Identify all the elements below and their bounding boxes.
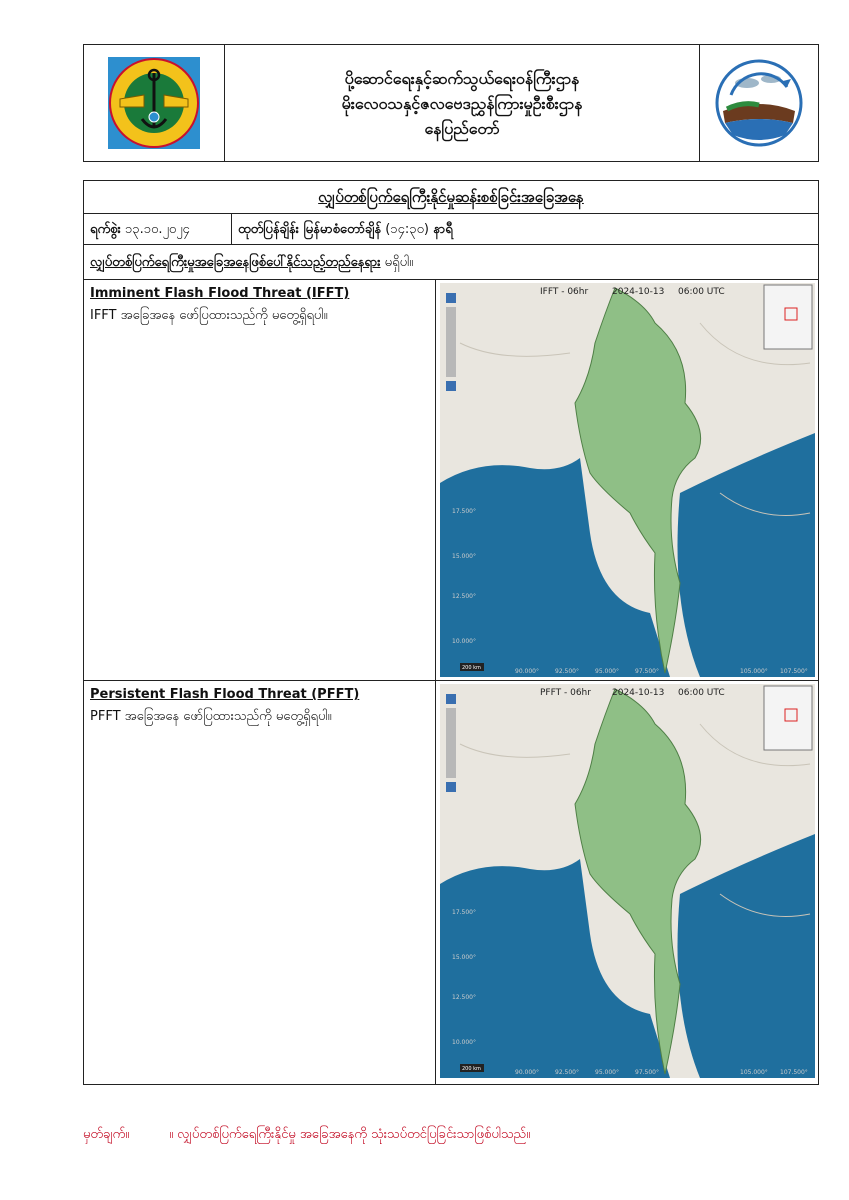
date-value: ၁၃.၁၀.၂၀၂၄ xyxy=(124,222,190,237)
flash-flood-table xyxy=(83,180,819,1085)
lat-tick: 17.500° xyxy=(452,909,476,916)
lat-tick: 15.000° xyxy=(452,553,476,560)
department-name: မိုးလေဝသနှင့်ဇလဗေဒညွှန်ကြားမှုဦးစီးဌာန xyxy=(341,93,583,113)
department-logo xyxy=(699,45,818,161)
lon-tick: 90.000° xyxy=(515,668,539,675)
location-row xyxy=(84,245,818,280)
lat-tick: 17.500° xyxy=(452,508,476,515)
note-text: ။ လျှပ်တစ်ပြက်ရေကြီးနိုင်မှု အခြေအနေကို သုံးသပ်တင်ပြခြင်းသာဖြစ်ပါသည်။ xyxy=(169,1127,531,1142)
time-value: (၁၄:၃၀) xyxy=(385,222,429,237)
location-label: လျှပ်တစ်ပြက်ရေကြီးမှုအခြေအနေဖြစ်ပေါ်နိုင်သည့်တည်နေရား xyxy=(90,255,381,270)
time-suffix: နာရီ xyxy=(433,222,453,237)
pfft-map-date: 2024-10-13 xyxy=(612,688,665,698)
letterhead xyxy=(83,44,819,162)
ministry-logo xyxy=(84,45,225,161)
date-cell xyxy=(84,214,232,244)
pfft-map xyxy=(440,684,815,1078)
lon-tick: 90.000° xyxy=(515,1069,539,1076)
lon-tick: 92.500° xyxy=(555,1069,579,1076)
ifft-map-time: 06:00 UTC xyxy=(678,287,725,297)
ministry-name: ပို့ဆောင်ရေးနှင့်ဆက်သွယ်ရေးဝန်ကြီးဌာန xyxy=(344,68,580,88)
pfft-scale-bar: 200 km xyxy=(462,1066,481,1072)
pfft-map-time: 06:00 UTC xyxy=(678,688,725,698)
letterhead-text xyxy=(225,45,699,161)
lon-tick: 105.000° xyxy=(740,1069,768,1076)
ministry-emblem-icon xyxy=(106,55,202,151)
ifft-description: IFFT အခြေအနေ ဖော်ပြထားသည်ကို မတွေ့ရှိရပါ။ xyxy=(90,308,328,323)
report-title: လျှပ်တစ်ပြက်ရေကြီးနိုင်မှုဆန်းစစ်ခြင်းအခြေအနေ xyxy=(84,181,818,214)
lat-tick: 10.000° xyxy=(452,638,476,645)
lat-tick: 10.000° xyxy=(452,1039,476,1046)
lon-tick: 105.000° xyxy=(740,668,768,675)
time-label: ထုတ်ပြန်ချိန်း မြန်မာစံတော်ချိန် xyxy=(238,222,382,237)
pfft-section xyxy=(84,681,818,1084)
lon-tick: 107.500° xyxy=(780,1069,808,1076)
ifft-text-cell xyxy=(84,280,436,680)
lon-tick: 97.500° xyxy=(635,1069,659,1076)
lon-tick: 92.500° xyxy=(555,668,579,675)
ifft-scale-bar: 200 km xyxy=(462,665,481,671)
hydrology-emblem-icon xyxy=(713,57,805,149)
note-label: မှတ်ချက်။ xyxy=(83,1127,130,1142)
date-time-row xyxy=(84,214,818,245)
ifft-map-title: IFFT - 06hr xyxy=(540,287,589,297)
lat-tick: 12.500° xyxy=(452,994,476,1001)
ifft-heading: Imminent Flash Flood Threat (IFFT) xyxy=(90,286,350,301)
lon-tick: 95.000° xyxy=(595,668,619,675)
location-value: မရှိပါ။ xyxy=(384,255,414,270)
pfft-map-title: PFFT - 06hr xyxy=(540,688,591,698)
ifft-map xyxy=(440,283,815,677)
lat-tick: 15.000° xyxy=(452,954,476,961)
lon-tick: 97.500° xyxy=(635,668,659,675)
ifft-section xyxy=(84,280,818,681)
city-name: နေပြည်တော် xyxy=(424,118,500,138)
pfft-description: PFFT အခြေအနေ ဖော်ပြထားသည်ကို မတွေ့ရှိရပါ။ xyxy=(90,709,332,724)
lat-tick: 12.500° xyxy=(452,593,476,600)
lon-tick: 95.000° xyxy=(595,1069,619,1076)
lon-tick: 107.500° xyxy=(780,668,808,675)
pfft-text-cell xyxy=(84,681,436,1084)
time-cell xyxy=(232,214,453,245)
ifft-map-date: 2024-10-13 xyxy=(612,287,665,297)
pfft-heading: Persistent Flash Flood Threat (PFFT) xyxy=(90,687,360,702)
footer-note xyxy=(83,1126,530,1145)
date-label: ရက်စွဲး xyxy=(90,222,121,237)
